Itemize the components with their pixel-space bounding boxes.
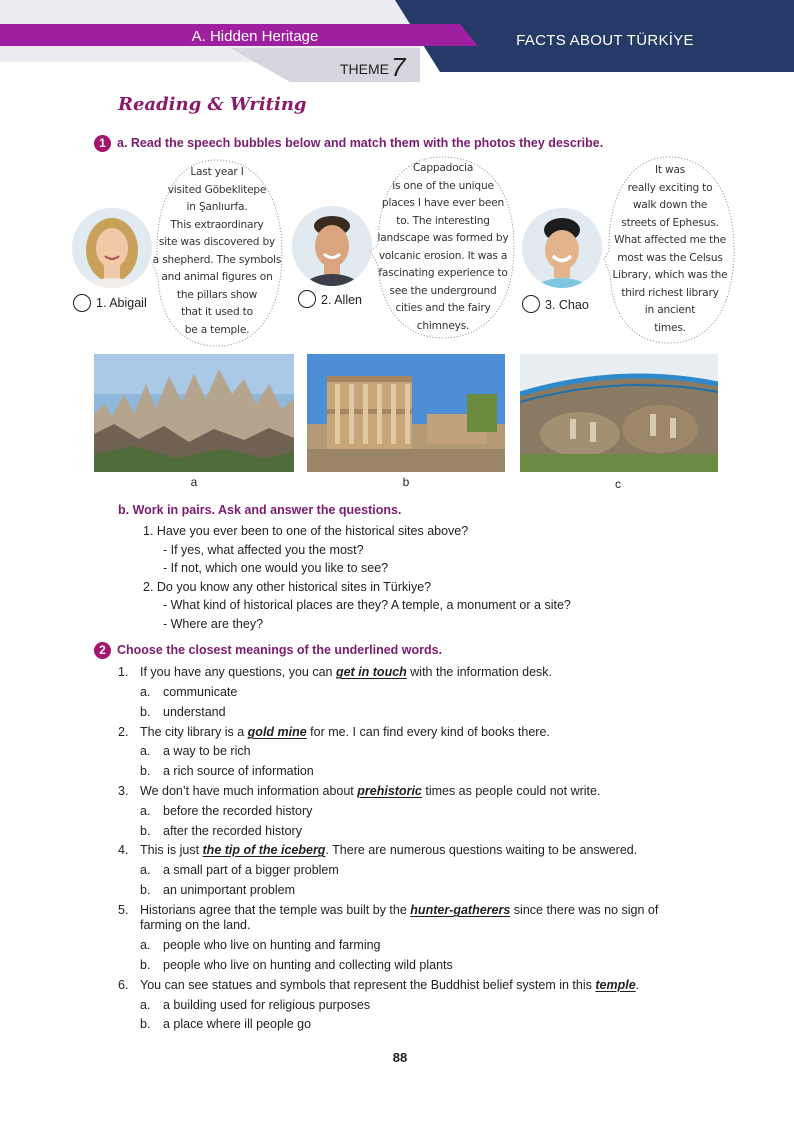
option-a-text[interactable]: a small part of a bigger problem: [163, 863, 339, 877]
question-2-number: 2: [94, 642, 111, 659]
q2-item-number: 4.: [118, 843, 129, 857]
q2-item-number: 1.: [118, 665, 129, 679]
option-b-text[interactable]: people who live on hunting and collecting wild plants: [163, 958, 453, 972]
q1b-line: 2. Do you know any other historical sites in Türkiye?: [143, 580, 432, 594]
option-a-label: a.: [140, 685, 151, 699]
option-a-label: a.: [140, 744, 151, 758]
person-abigail: 1. Abigail: [96, 296, 147, 310]
facts-title: FACTS ABOUT TÜRKİYE: [516, 32, 694, 49]
q1b-line: - If not, which one would you like to see?: [163, 561, 389, 575]
option-a-label: a.: [140, 863, 151, 877]
q1b-instruction: b. Work in pairs. Ask and answer the questions.: [118, 503, 402, 517]
option-a-text[interactable]: people who live on hunting and farming: [163, 938, 381, 952]
option-circle-abigail[interactable]: [73, 294, 91, 312]
fairy-chimneys-photo: [94, 354, 294, 472]
option-b-label: b.: [140, 958, 151, 972]
q2-item-text: The city library is a gold mine for me. I can find every kind of books there.: [140, 725, 550, 739]
gobeklitepe-photo: [520, 354, 718, 472]
option-a-label: a.: [140, 998, 151, 1012]
underlined-word: hunter-gatherers: [410, 903, 511, 917]
photo-label-c: c: [615, 477, 621, 491]
underlined-word: gold mine: [247, 725, 307, 739]
q2-instruction: Choose the closest meanings of the underlined words.: [117, 643, 443, 657]
option-a-label: a.: [140, 938, 151, 952]
q1a-instruction: a. Read the speech bubbles below and match them with the photos they describe.: [117, 136, 604, 150]
option-b-label: b.: [140, 705, 151, 719]
option-b-label: b.: [140, 764, 151, 778]
avatar-abigail: [72, 208, 152, 288]
q2-item-number: 6.: [118, 978, 129, 992]
underlined-word: temple: [595, 978, 636, 992]
option-a-text[interactable]: communicate: [163, 685, 238, 699]
underlined-word: prehistoric: [357, 784, 422, 798]
q1b-line: - Where are they?: [163, 617, 264, 631]
option-b-text[interactable]: a rich source of information: [163, 764, 314, 778]
bubble-text-abigail: Last year I visited Göbeklitepe in Şanlıurfa. This extraordinary site was discovered by a shepherd. The symbols and animal figures on the pillars show that it used to be a temple.: [152, 166, 282, 336]
q2-item-text: We don’t have much information about prehistoric times as people could not write.: [140, 784, 601, 798]
page-number: 88: [392, 1050, 408, 1065]
bubble-text-chao: It was really exciting to walk down the streets of Ephesus. What affected me the most was the Celsus Library, which was the third richest library in ancient times.: [612, 164, 728, 334]
q2-item-text: Historians agree that the temple was built by the hunter-gatherers since there was no sign of: [140, 903, 659, 917]
q1b-line: 1. Have you ever been to one of the historical sites above?: [143, 524, 469, 538]
option-a-text[interactable]: a building used for religious purposes: [163, 998, 371, 1012]
option-b-text[interactable]: understand: [163, 705, 226, 719]
q2-item-text-cont: farming on the land.: [140, 918, 251, 932]
section-title: Reading & Writing: [118, 94, 307, 115]
avatar-chao: [522, 208, 602, 288]
option-b-label: b.: [140, 824, 151, 838]
person-allen: 2. Allen: [321, 293, 363, 307]
unit-title: A. Hidden Heritage: [191, 28, 319, 45]
option-a-label: a.: [140, 804, 151, 818]
theme-number: 7: [391, 52, 406, 82]
underlined-word: get in touch: [335, 665, 407, 679]
option-b-text[interactable]: an unimportant problem: [163, 883, 296, 897]
option-b-label: b.: [140, 1017, 151, 1031]
question-1-number: 1: [94, 135, 111, 152]
q1b-line: - If yes, what affected you the most?: [163, 543, 364, 557]
photo-label-a: a: [190, 475, 198, 489]
q1b-line: - What kind of historical places are they? A temple, a monument or a site?: [163, 598, 571, 612]
celsus-library-photo: [307, 354, 505, 472]
avatar-allen: [292, 206, 372, 286]
option-b-text[interactable]: a place where ill people go: [163, 1017, 312, 1031]
option-a-text[interactable]: a way to be rich: [163, 744, 251, 758]
q2-item-text: This is just the tip of the iceberg. There are numerous questions waiting to be answered.: [140, 843, 638, 857]
bubble-text-allen: Cappadocia is one of the unique places I have ever been to. The interesting landscape was formed by volcanic erosion. It was a fascinating experience to see the underground cities and the fairy chimneys.: [377, 162, 509, 332]
theme-label: THEME7: [340, 52, 406, 82]
option-circle-chao[interactable]: [522, 295, 540, 313]
option-b-text[interactable]: after the recorded history: [163, 824, 302, 838]
q2-item-number: 2.: [118, 725, 129, 739]
q2-item-number: 5.: [118, 903, 129, 917]
option-circle-allen[interactable]: [298, 290, 316, 308]
option-a-text[interactable]: before the recorded history: [163, 804, 313, 818]
underlined-word: the tip of the iceberg: [202, 843, 326, 857]
option-b-label: b.: [140, 883, 151, 897]
person-chao: 3. Chao: [545, 298, 589, 312]
q2-item-number: 3.: [118, 784, 129, 798]
q2-item-text: You can see statues and symbols that represent the Buddhist belief system in this temple.: [140, 978, 640, 992]
photo-label-b: b: [402, 475, 410, 489]
q2-item-text: If you have any questions, you can get in touch with the information desk.: [140, 665, 553, 679]
